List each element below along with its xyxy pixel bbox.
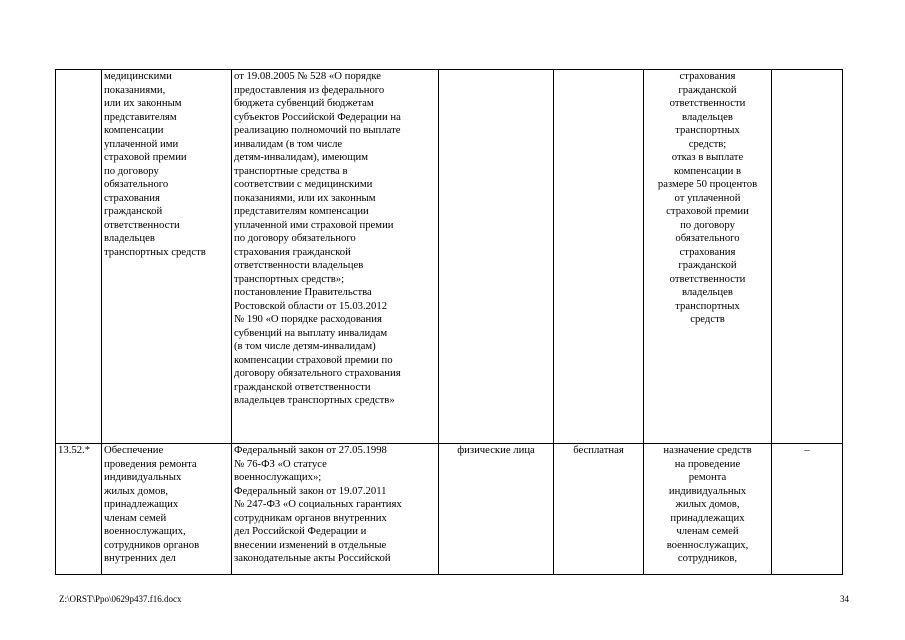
cell-text-line: бесплатная bbox=[573, 444, 624, 456]
cell-text-line: инвалидам (в том числе bbox=[234, 137, 343, 150]
row2-result-cell bbox=[644, 444, 772, 575]
row1-service-cell bbox=[102, 70, 232, 444]
cell-text-line: реализацию полномочий по выплате bbox=[234, 124, 401, 136]
cell-text-line: компенсации страховой премии по bbox=[234, 353, 393, 366]
cell-text-line: ответственности bbox=[669, 272, 746, 285]
cell-text-line: жилых домов, bbox=[104, 484, 169, 497]
cell-text-line: физические лица bbox=[457, 444, 535, 456]
cell-text-line: Федеральный закон от 19.07.2011 bbox=[234, 484, 387, 497]
table-row bbox=[56, 444, 843, 575]
cell-text-line: по договору bbox=[680, 218, 735, 231]
cell-text-line: или их законным bbox=[104, 97, 182, 109]
row1-extra-cell bbox=[772, 70, 843, 444]
cell-text-line: уплаченной ими bbox=[104, 137, 179, 150]
cell-text-line: соответствии с медицинскими bbox=[234, 178, 373, 190]
row1-recipients-cell bbox=[439, 70, 554, 444]
cell-text-line: по договору bbox=[104, 164, 159, 177]
cell-text-line: законодательные акты Российской bbox=[234, 552, 391, 564]
cell-text-line: обязательного bbox=[104, 178, 169, 190]
cell-text-line: принадлежащих bbox=[104, 498, 179, 510]
footer-file-path: Z:\ORST\Ppo\0629p437.f16.docx bbox=[59, 594, 182, 604]
cell-text-line: Обеспечение bbox=[104, 444, 164, 456]
cell-text-line: гражданской bbox=[678, 259, 737, 271]
cell-text-line: внесении изменений в отдельные bbox=[234, 538, 387, 551]
cell-text-line: индивидуальных bbox=[668, 484, 747, 497]
cell-text-line: принадлежащих bbox=[670, 511, 745, 524]
cell-text-line: субвенций на выплату инвалидам bbox=[234, 326, 388, 339]
cell-text-line: детям-инвалидам), имеющим bbox=[234, 151, 368, 163]
cell-text-line: уплаченной ими страховой премии bbox=[234, 218, 394, 231]
cell-text-line: бюджета субвенций бюджетам bbox=[234, 97, 374, 109]
cell-text-line: постановление Правительства bbox=[234, 286, 372, 298]
cell-text-line: средств; bbox=[688, 137, 727, 150]
cell-text-line: военнослужащих, bbox=[666, 538, 749, 551]
cell-text-line: транспортных средств bbox=[104, 245, 206, 258]
cell-text-line: – bbox=[804, 444, 810, 456]
cell-text-line: представителям bbox=[104, 110, 177, 123]
cell-text-line: жилых домов, bbox=[675, 498, 740, 510]
cell-text-line: страхования гражданской bbox=[234, 245, 351, 258]
cell-text-line: назначение средств bbox=[663, 444, 752, 456]
cell-text-line: ответственности bbox=[669, 97, 746, 109]
cell-text-line: медицинскими bbox=[104, 70, 172, 82]
cell-text-line: страхования bbox=[104, 191, 160, 204]
cell-text-line: гражданской bbox=[678, 83, 737, 96]
cell-text-line: владельцев bbox=[104, 232, 155, 244]
cell-text-line: на проведение bbox=[674, 457, 741, 470]
services-table bbox=[55, 69, 843, 575]
cell-text-line: военнослужащих, bbox=[104, 525, 186, 537]
cell-text-line: транспортных средств»; bbox=[234, 272, 345, 285]
cell-text-line: транспортных bbox=[675, 124, 740, 136]
row1-legal-basis-cell bbox=[232, 70, 439, 444]
cell-text-line: от уплаченной bbox=[674, 191, 741, 204]
row2-recipients-cell bbox=[439, 444, 554, 575]
cell-text-line: размере 50 процентов bbox=[657, 178, 758, 190]
cell-text-line: страхования bbox=[679, 245, 736, 258]
row1-number-cell bbox=[56, 70, 102, 444]
cell-text-line: компенсации в bbox=[673, 164, 742, 177]
cell-text-line: ответственности bbox=[104, 218, 180, 231]
cell-text-line: владельцев bbox=[682, 110, 733, 123]
cell-text-line: № 190 «О порядке расходования bbox=[234, 313, 382, 325]
cell-text-line: субъектов Российской Федерации на bbox=[234, 110, 401, 123]
cell-text-line: гражданской ответственности bbox=[234, 380, 371, 393]
cell-text-line: членам семей bbox=[104, 511, 167, 524]
row2-number-cell: 13.52.* bbox=[56, 444, 102, 575]
cell-text-line: сотрудникам органов внутренних bbox=[234, 511, 387, 524]
cell-text-line: обязательного bbox=[675, 232, 740, 244]
cell-text-line: владельцев bbox=[682, 286, 733, 298]
footer-page-number: 34 bbox=[840, 594, 849, 604]
cell-text-line: индивидуальных bbox=[104, 471, 182, 483]
cell-text-line: членам семей bbox=[676, 525, 739, 537]
cell-text-line: средств bbox=[690, 313, 725, 325]
cell-text-line: сотрудников, bbox=[677, 552, 738, 564]
cell-text-line: компенсации bbox=[104, 124, 164, 136]
cell-text-line: проведения ремонта bbox=[104, 457, 197, 470]
cell-text-line: страхования bbox=[679, 70, 736, 82]
row1-result-cell bbox=[644, 70, 772, 444]
row2-legal-basis-cell bbox=[232, 444, 439, 575]
cell-text-line: предоставления из федерального bbox=[234, 83, 385, 96]
cell-text-line: владельцев транспортных средств» bbox=[234, 394, 395, 406]
cell-text-line: № 76-ФЗ «О статусе bbox=[234, 457, 327, 470]
table-row bbox=[56, 70, 843, 444]
cell-text-line: от 19.08.2005 № 528 «О порядке bbox=[234, 70, 382, 82]
cell-text-line: ремонта bbox=[688, 471, 727, 483]
cell-text-line: Федеральный закон от 27.05.1998 bbox=[234, 444, 387, 456]
row2-extra-cell bbox=[772, 444, 843, 575]
cell-text-line: показаниями, или их законным bbox=[234, 191, 376, 204]
cell-text-line: транспортные средства в bbox=[234, 164, 348, 177]
cell-text-line: транспортных bbox=[675, 299, 740, 312]
cell-text-line: договору обязательного страхования bbox=[234, 367, 401, 379]
row2-service-cell bbox=[102, 444, 232, 575]
cell-text-line: страховой премии bbox=[666, 205, 749, 217]
cell-text-line: представителям компенсации bbox=[234, 205, 369, 217]
cell-text-line: гражданской bbox=[104, 205, 163, 217]
cell-text-line: военнослужащих»; bbox=[234, 471, 322, 483]
cell-text-line: внутренних дел bbox=[104, 552, 176, 564]
row2-payment-cell bbox=[554, 444, 644, 575]
cell-text-line: Ростовской области от 15.03.2012 bbox=[234, 299, 388, 312]
cell-text-line: страховой премии bbox=[104, 151, 187, 163]
cell-text-line: по договору обязательного bbox=[234, 232, 356, 244]
cell-text-line: отказ в выплате bbox=[671, 151, 744, 163]
cell-text-line: ответственности владельцев bbox=[234, 259, 364, 271]
row1-payment-cell bbox=[554, 70, 644, 444]
cell-text-line: дел Российской Федерации и bbox=[234, 525, 367, 537]
cell-text-line: сотрудников органов bbox=[104, 538, 200, 551]
cell-text-line: показаниями, bbox=[104, 83, 166, 96]
cell-text-line: № 247-ФЗ «О социальных гарантиях bbox=[234, 498, 402, 510]
cell-text-line: (в том числе детям-инвалидам) bbox=[234, 340, 376, 352]
